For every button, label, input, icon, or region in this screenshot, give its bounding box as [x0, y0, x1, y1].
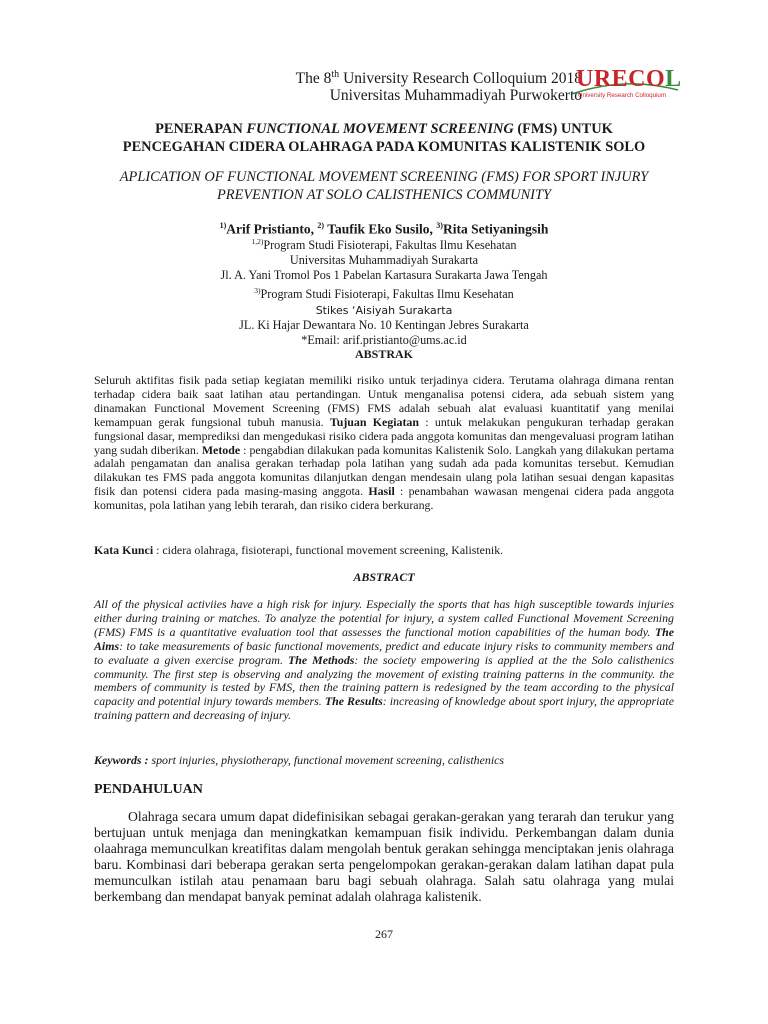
title-english: APLICATION OF FUNCTIONAL MOVEMENT SCREENING (FMS) FOR SPORT INJURY PREVENTION AT SOLO CALISTHENICS COMMUNITY — [119, 169, 649, 203]
page-number: 267 — [375, 927, 393, 941]
abstract-body: All of the physical activiies have a high risk for injury. Especially the sports that has high susceptible towards injuries either during training or matches. To analyze the potential for injury, a system called Functional Movement Screening (FMS) FMS is a quantitative evaluation tool that assesses the functional motion capabilities of the human body. The Aims: to take measurements of basic functional movements, predict and educate injury risks to community members and to evaluate a given exercise program. The Methods: the society empowering is applied at the the Solo calisthenics community. The first step is observing and analyzing the movement of existing training patterns in the community. the members of community is tested by FMS, then the training pattern is redesigned by the team according to the physical capacity and potential injury towards members. The Results: increasing of knowledge about sport injury, the appropriate training pattern and decreasing of injury. — [94, 597, 675, 723]
title-indonesian: PENERAPAN FUNCTIONAL MOVEMENT SCREENING (FMS) UNTUK PENCEGAHAN CIDERA OLAHRAGA PADA KOMUNITAS KALISTENIK SOLO — [122, 121, 646, 155]
keywords: Keywords : sport injuries, physiotherapy, functional movement screening, calisthenics — [94, 753, 505, 767]
pendahuluan-body: Olahraga secara umum dapat didefinisikan sebagai gerakan-gerakan yang terarah dan terukur yang bertujuan untuk menjaga dan meningkatkan kemampuan fisik individu. Perkembangan dalam dunia olaahraga memunculkan kreatifitas dalam mengolah bentuk gerakan sehingga menciptakan jenis olahraga baru. Kombinasi dari beberapa gerakan serta pengelompokan gerakan-gerakan dalam latihan dapat pula memunculkan istilah atau penamaan baru bagi sebuah olahraga. Salah satu olahraga yang mulai berkembang dan mendapat banyak peminat adalah olahraga kalistenik. — [94, 809, 674, 904]
abstract-heading: ABSTRACT — [353, 570, 415, 584]
abstrak-body: Seluruh aktifitas fisik pada setiap kegiatan memiliki risiko untuk terjadinya cidera. Terutama olahraga dimana rentan terhadap cidera baik saat latihan atau pertandingan. Untuk menganalisa potensi cidera, ada sebuah sistem yang dinamakan Functional Movement Screening (FMS) FMS adalah sebuah alat evaluasi kuantitatif yang menilai kemampuan gerak fungsional tubuh manusia. Tujuan Kegiatan : untuk melakukan pengukuran terhadap gerakan fungsional dasar, memprediksi dan mengedukasi risiko cidera pada anggota komunitas dan mengevaluasi program latihan yang sudah diberikan. Metode : pengabdian dilakukan pada komunitas Kalistenik Solo. Langkah yang dilakukan pertama adalah pengamatan dan analisa gerakan terhadap pola latihan yang sudah ada pada komunitas tersebut. Kemudian dilakukan tes FMS pada anggota komunitas dilanjutkan dengan mendesain ulang pola latihan sesuai dengan kapasitas fisik dan potensi cidera pada masing-masing anggota. Hasil : penambahan wawasan mengenai cidera pada anggota komunitas, pola latihan yang lebih terarah, dan risiko cidera berkurang. — [94, 373, 675, 513]
urecol-logo — [576, 66, 682, 106]
affiliations: $^{1,2)}$Program Studi Fisioterapi, Fakultas Ilmu Kesehatan Universitas Muhammadiyah Surakarta Jl. A. Yani Tromol Pos 1 Pabelan Kartasura Surakarta Jawa Tengah $^{3)}$Program Studi Fisioterapi, Fakultas Ilmu Kesehatan Stikes ‘Aisiyah Surakarta JL. Ki Hajar Dewantara No. 10 Kentingan Jebres Surakarta *Email: arif.pristianto@ums.ac.id — [70, 234, 698, 348]
logo-tagline: University Research Colloquium — [578, 92, 667, 99]
conference-header — [262, 66, 582, 104]
conference-host: Universitas Muhammadiyah Purwokerto — [329, 87, 582, 105]
logo-wordmark: URECOL — [576, 66, 682, 92]
pendahuluan-heading: PENDAHULUAN — [94, 782, 203, 797]
abstrak-heading: ABSTRAK — [354, 347, 413, 361]
conference-name: The 8th University Research Colloquium 2018 — [295, 69, 582, 88]
author-list: $^{1)}$Arif Pristianto, $^{2)}$ Taufik Eko Susilo, $^{3)}$Rita Setiyaningsih — [219, 221, 549, 237]
kata-kunci: Kata Kunci : cidera olahraga, fisioterapi, functional movement screening, Kalistenik. — [94, 543, 504, 557]
author-email: *Email: arif.pristianto@ums.ac.id — [301, 332, 467, 347]
